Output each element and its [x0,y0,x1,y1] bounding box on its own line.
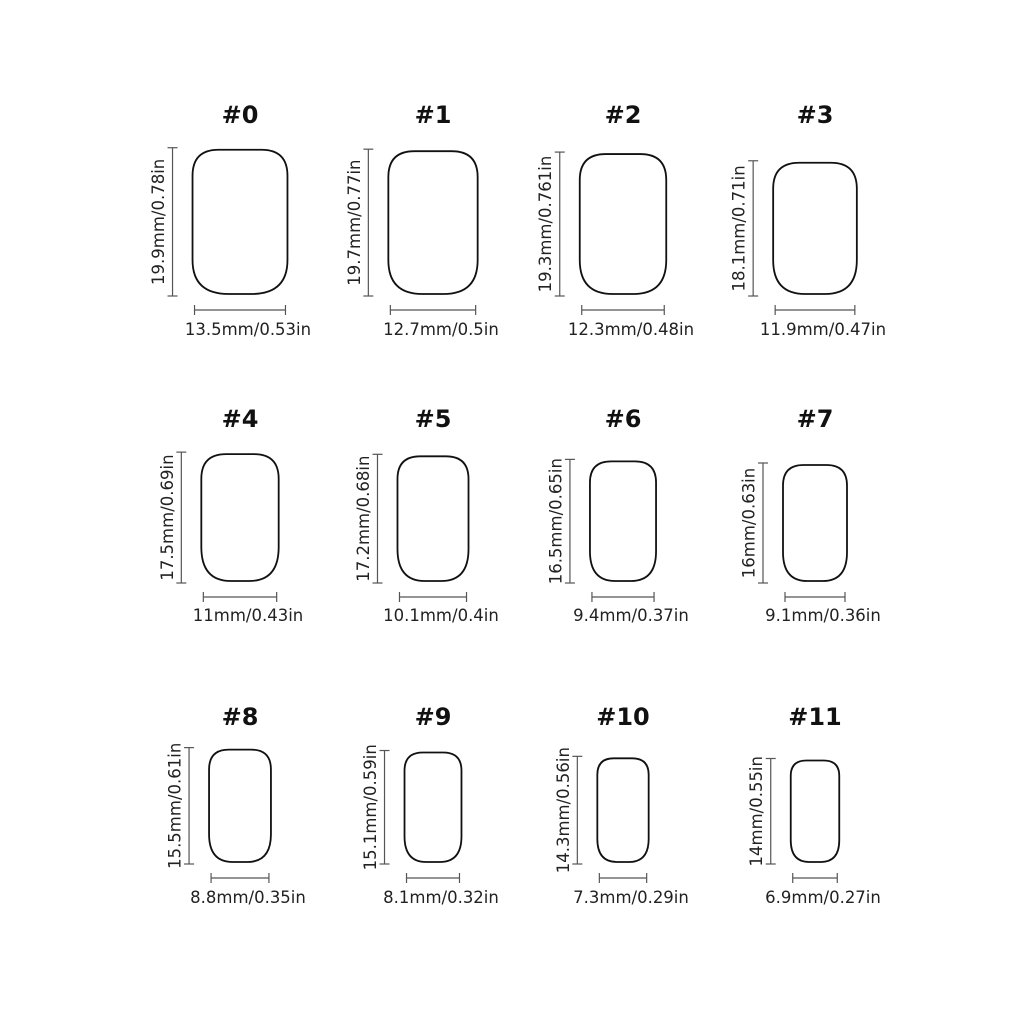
width-label: 7.3mm/0.29in [573,888,689,907]
size-label: #9 [414,703,452,731]
nail-outline [597,758,648,862]
length-label: 19.9mm/0.78in [149,158,169,285]
nail-cell [149,101,311,339]
nail-cell [546,405,688,625]
nail-cell [166,703,306,907]
size-label: #7 [796,405,834,433]
size-label: #0 [221,101,259,129]
size-label: #11 [788,703,842,731]
width-label: 8.8mm/0.35in [190,888,306,907]
nail-outline [405,753,462,862]
size-label: #10 [596,703,650,731]
width-label: 13.5mm/0.53in [184,320,312,339]
length-label: 19.7mm/0.77in [344,159,364,286]
nail-cell [730,101,886,339]
nail-outline [201,454,278,581]
length-label: 19.3mm/0.761in [536,155,556,293]
nail-cell [158,405,303,625]
nail-cell [354,405,499,625]
nail-outline [580,154,666,294]
nail-outline [388,151,477,294]
length-label: 16mm/0.63in [739,467,759,579]
length-label: 17.5mm/0.69in [157,454,177,581]
size-label: #4 [221,405,259,433]
nail-outline [193,150,288,294]
width-label: 10.1mm/0.4in [383,606,499,625]
size-label: #3 [796,101,834,129]
length-label: 14mm/0.55in [747,756,767,867]
width-label: 8.1mm/0.32in [383,888,499,907]
length-label: 17.2mm/0.68in [353,455,373,582]
size-label: #1 [414,101,452,129]
size-label: #2 [604,101,642,129]
nail-outline [590,461,656,581]
width-label: 11.9mm/0.47in [759,320,887,339]
nail-cell [536,101,694,339]
nail-cell [345,101,499,339]
length-label: 16.5mm/0.65in [546,458,566,585]
width-label: 6.9mm/0.27in [765,888,881,907]
nail-outline [773,163,857,294]
nail-cell [361,703,499,907]
nail-cell [740,405,881,625]
nail-cell [554,703,689,907]
width-label: 12.7mm/0.5in [383,320,499,339]
width-label: 9.4mm/0.37in [573,606,689,625]
nail-outline [783,465,847,581]
length-label: 14.3mm/0.56in [553,747,573,874]
length-label: 15.5mm/0.61in [165,742,185,869]
size-label: #8 [221,703,259,731]
size-label: #5 [414,405,452,433]
nail-outline [791,761,840,863]
width-label: 9.1mm/0.36in [765,606,881,625]
length-label: 18.1mm/0.71in [729,165,749,292]
nail-outline [209,750,271,862]
size-label: #6 [604,405,642,433]
length-label: 15.1mm/0.59in [361,744,381,871]
width-label: 11mm/0.43in [192,606,304,625]
width-label: 12.3mm/0.48in [567,320,695,339]
nail-cell [747,703,881,907]
nail-outline [397,456,468,581]
